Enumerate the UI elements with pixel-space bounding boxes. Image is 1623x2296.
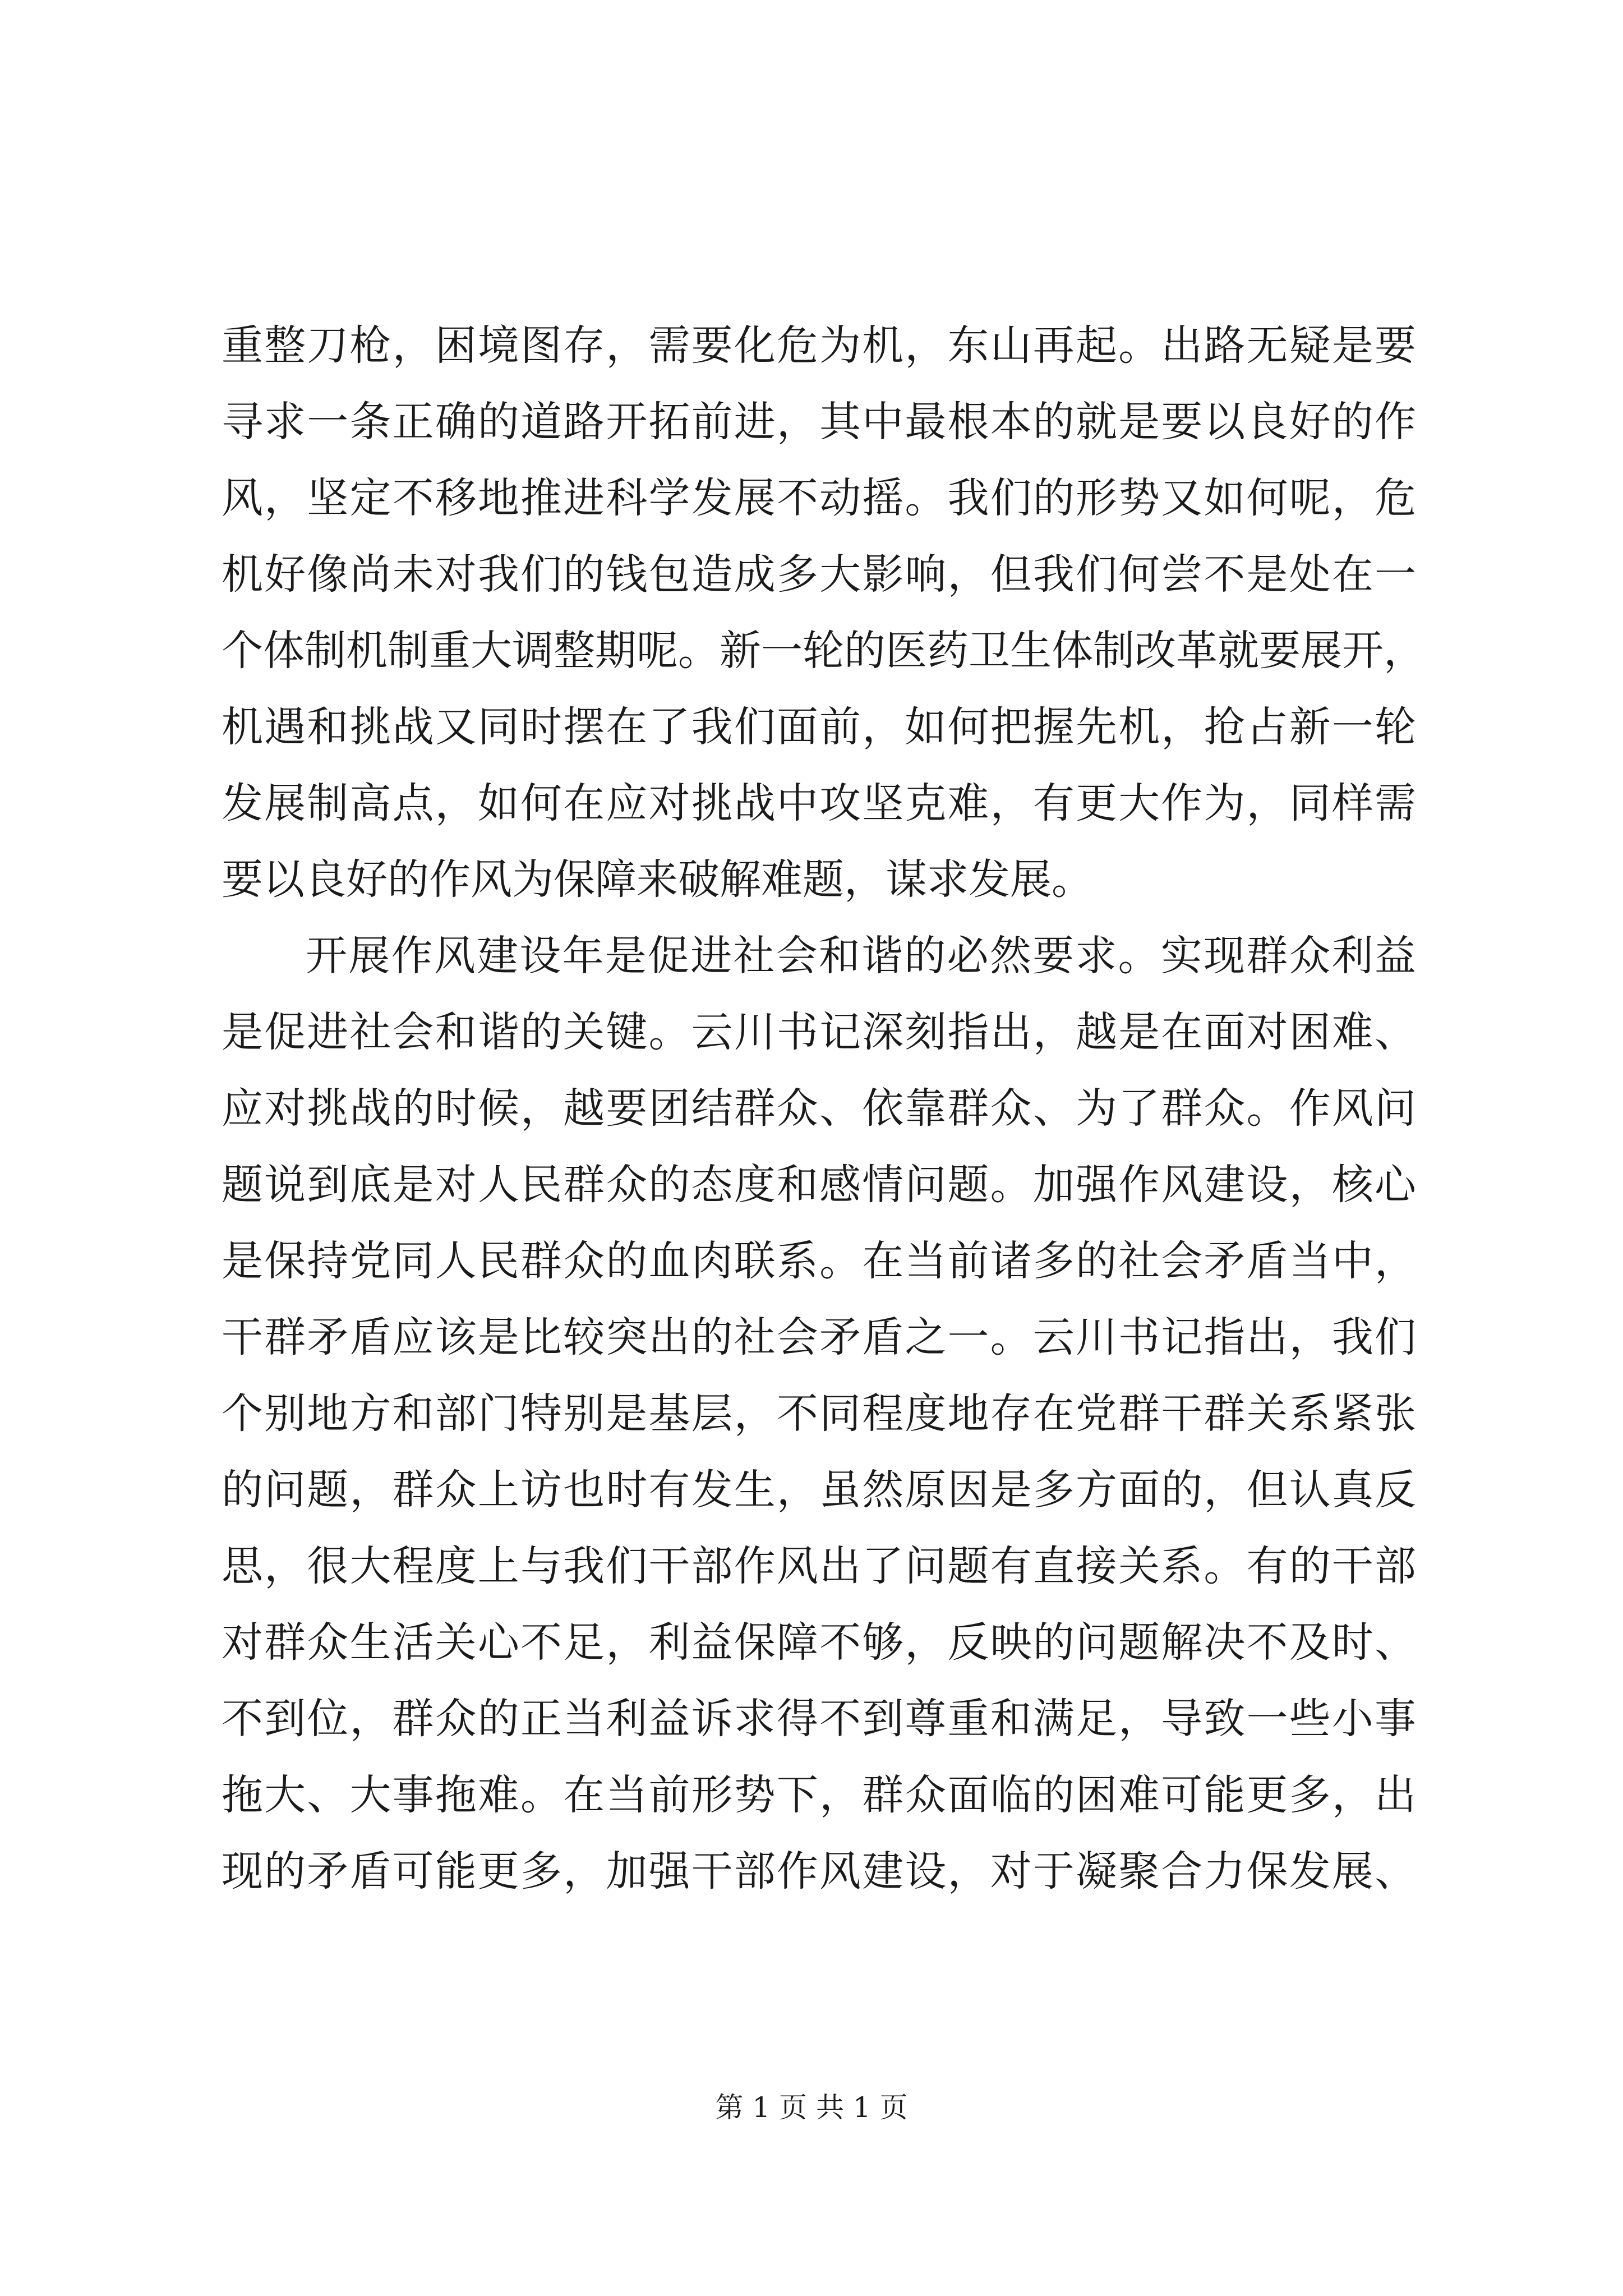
paragraph-2-line-8: 的问题，群众上访也时有发生，虽然原因是多方面的，但认真反 [222,1466,1416,1514]
paragraph-1-line-4: 机好像尚未对我们的钱包造成多大影响，但我们何尝不是处在一 [222,550,1416,599]
paragraph-2-line-12: 拖大、大事拖难。在当前形势下，群众面临的困难可能更多，出 [222,1771,1416,1819]
paragraph-1-line-6: 机遇和挑战又同时摆在了我们面前，如何把握先机，抢占新一轮 [222,703,1416,751]
paragraph-2-line-1: 开展作风建设年是促进社会和谐的必然要求。实现群众利益 [306,932,1416,980]
paragraph-1-line-1: 重整刀枪，困境图存，需要化危为机，东山再起。出路无疑是要 [222,321,1416,370]
page-footer [0,2088,1623,2127]
paragraph-1-line-5: 个体制机制重大调整期呢。新一轮的医药卫生体制改革就要展开， [222,627,1425,675]
paragraph-2-line-11: 不到位，群众的正当利益诉求得不到尊重和满足，导致一些小事 [222,1695,1416,1743]
page-number-label: 第 1 页 共 1 页 [715,2091,908,2124]
paragraph-2-line-2: 是促进社会和谐的关键。云川书记深刻指出，越是在面对困难、 [222,1008,1416,1056]
paragraph-2-line-5: 是保持党同人民群众的血肉联系。在当前诸多的社会矛盾当中， [222,1237,1416,1285]
paragraph-2-line-3: 应对挑战的时候，越要团结群众、依靠群众、为了群众。作风问 [222,1084,1416,1133]
paragraph-2-line-7: 个别地方和部门特别是基层，不同程度地存在党群干群关系紧张 [222,1389,1416,1438]
paragraph-2-line-9: 思，很大程度上与我们干部作风出了问题有直接关系。有的干部 [222,1542,1416,1590]
paragraph-2-line-4: 题说到底是对人民群众的态度和感情问题。加强作风建设，核心 [222,1161,1416,1209]
paragraph-1-line-2: 寻求一条正确的道路开拓前进，其中最根本的就是要以良好的作 [222,398,1416,446]
paragraph-1-line-3: 风，坚定不移地推进科学发展不动摇。我们的形势又如何呢，危 [222,474,1416,522]
document-body [222,307,1425,1910]
paragraph-2-line-6: 干群矛盾应该是比较突出的社会矛盾之一。云川书记指出，我们 [222,1313,1416,1361]
paragraph-2-line-13: 现的矛盾可能更多，加强干部作风建设，对于凝聚合力保发展、 [222,1847,1416,1895]
paragraph-1-line-7: 发展制高点，如何在应对挑战中攻坚克难，有更大作为，同样需 [222,779,1416,827]
paragraph-1-line-8: 要以良好的作风为保障来破解难题，谋求发展。 [222,855,1093,904]
paragraph-2-line-10: 对群众生活关心不足，利益保障不够，反映的问题解决不及时、 [222,1618,1416,1667]
